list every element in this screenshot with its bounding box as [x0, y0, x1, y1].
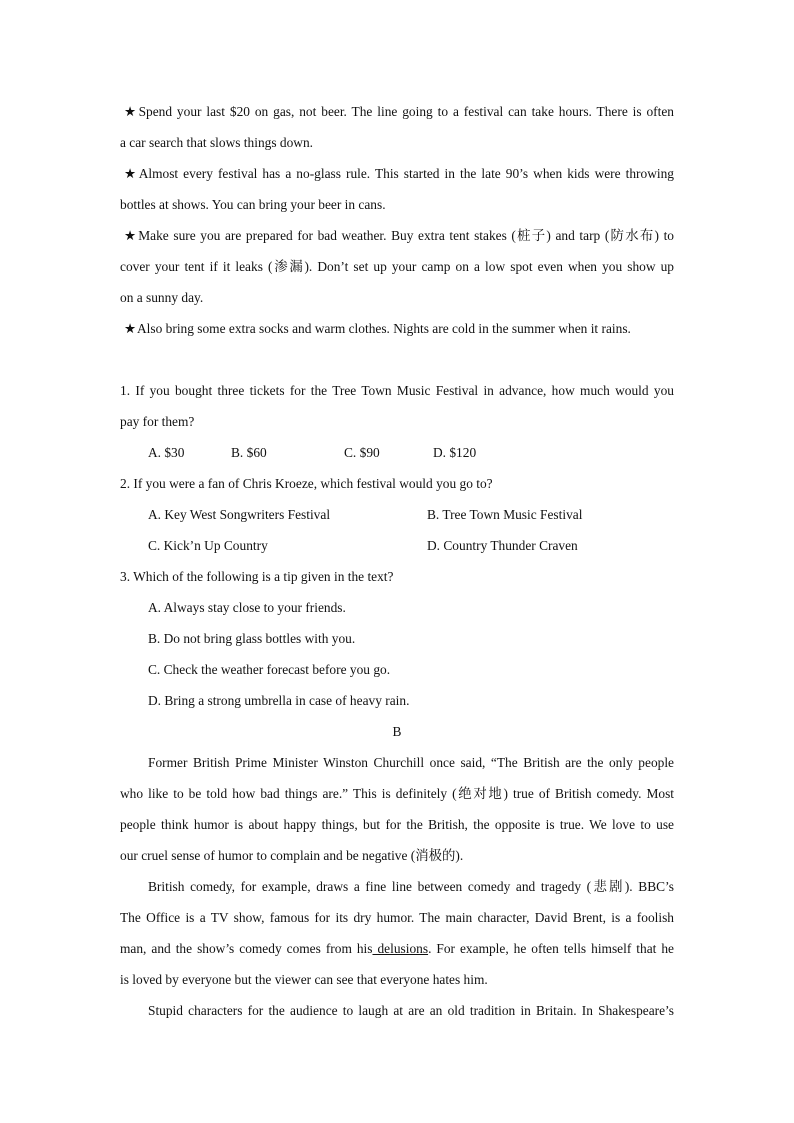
star-icon: ★	[124, 321, 137, 336]
paragraph-1-line-2: who like to be told how bad things are.” This is definitely (绝对地) true of British comedy. Most	[120, 786, 674, 801]
option-d: D. Country Thunder Craven	[427, 538, 578, 553]
paragraph-2	[120, 871, 674, 995]
option-b: B. Do not bring glass bottles with you.	[148, 631, 356, 646]
option-c: C. Check the weather forecast before you go.	[148, 662, 391, 677]
question-1	[120, 375, 674, 468]
tip-1-line-1: ★Spend your last $20 on gas, not beer. The line going to a festival can take hours. There is often	[124, 104, 674, 119]
star-icon: ★	[124, 228, 138, 243]
tip-4-line-1: ★Also bring some extra socks and warm clothes. Nights are cold in the summer when it rains.	[124, 321, 631, 336]
paragraph-2-line-2: The Office is a TV show, famous for its dry humor. The main character, David Brent, is a foolish	[120, 910, 674, 925]
question-3-options	[120, 592, 674, 716]
paragraph-1-line-1: Former British Prime Minister Winston Churchill once said, “The British are the only people	[148, 755, 674, 770]
spacer	[120, 344, 674, 375]
document-page	[120, 96, 674, 1026]
option-d: D. Bring a strong umbrella in case of heavy rain.	[148, 693, 410, 708]
question-2	[120, 468, 674, 561]
tip-2-line-2: bottles at shows. You can bring your beer in cans.	[120, 197, 386, 212]
option-b: B. $60	[231, 445, 267, 460]
question-1-options	[120, 437, 674, 468]
question-1-line-2: pay for them?	[120, 414, 195, 429]
tips-list	[120, 96, 674, 344]
tip-3-line-1: ★Make sure you are prepared for bad weather. Buy extra tent stakes (桩子) and tarp (防水布) to	[124, 228, 674, 243]
paragraph-2-line-1: British comedy, for example, draws a fine line between comedy and tragedy (悲剧). BBC’s	[148, 879, 674, 894]
option-d: D. $120	[433, 445, 477, 460]
paragraph-3	[120, 995, 674, 1026]
star-icon: ★	[124, 104, 138, 119]
tip-3-line-2: cover your tent if it leaks (渗漏). Don’t set up your camp on a low spot even when you show up	[120, 259, 674, 274]
option-a: A. Always stay close to your friends.	[148, 600, 346, 615]
paragraph-3-line-1: Stupid characters for the audience to laugh at are an old tradition in Britain. In Shakespeare’s	[148, 1003, 674, 1018]
question-2-line-1: 2. If you were a fan of Chris Kroeze, which festival would you go to?	[120, 476, 493, 491]
question-2-options-row-1	[120, 499, 674, 530]
question-1-line-1: 1. If you bought three tickets for the Tree Town Music Festival in advance, how much would you	[120, 383, 674, 398]
question-3	[120, 561, 674, 716]
option-b: B. Tree Town Music Festival	[427, 507, 583, 522]
star-icon: ★	[124, 166, 138, 181]
paragraph-2-line-4: is loved by everyone but the viewer can see that everyone hates him.	[120, 972, 488, 987]
underlined-word: delusions	[372, 941, 429, 956]
option-c: C. $90	[344, 445, 380, 460]
question-2-options-row-2	[120, 530, 674, 561]
section-heading: B	[392, 724, 402, 739]
option-c: C. Kick’n Up Country	[148, 538, 268, 553]
option-a: A. Key West Songwriters Festival	[148, 507, 331, 522]
paragraph-2-line-3: man, and the show’s comedy comes from his delusions. For example, he often tells himself that he	[120, 941, 674, 956]
tip-3-line-3: on a sunny day.	[120, 290, 204, 305]
paragraph-1-line-3: people think humor is about happy things, but for the British, the opposite is true. We love to use	[120, 817, 674, 832]
tip-2-line-1: ★Almost every festival has a no-glass rule. This started in the late 90’s when kids were throwing	[124, 166, 674, 181]
paragraph-1	[120, 747, 674, 871]
tip-1-line-2: a car search that slows things down.	[120, 135, 314, 150]
question-3-line-1: 3. Which of the following is a tip given in the text?	[120, 569, 394, 584]
paragraph-1-line-4: our cruel sense of humor to complain and be negative (消极的).	[120, 848, 464, 863]
option-a: A. $30	[148, 445, 185, 460]
